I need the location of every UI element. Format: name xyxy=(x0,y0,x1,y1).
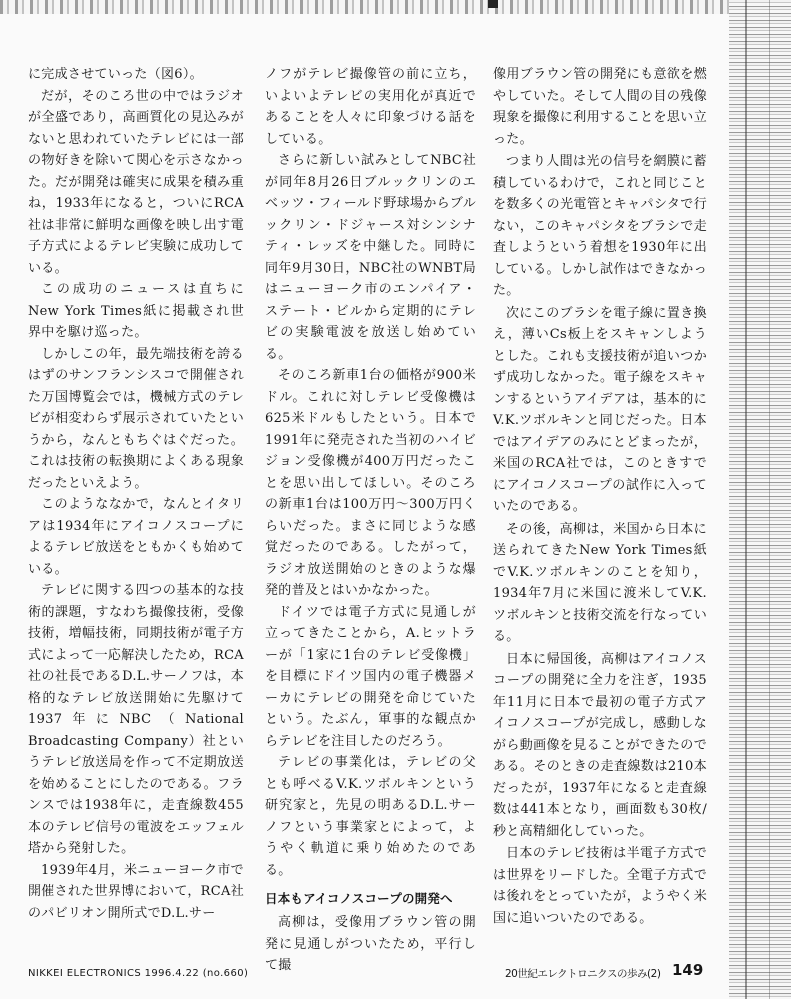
paragraph: 像用ブラウン管の開発にも意欲を燃やしていた。そして人間の目の残像現象を撮像に利用することを思い立った。 xyxy=(493,67,707,147)
paragraph: そのころ新車1台の価格が900米ドル。これに対しテレビ受像機は625米ドルもしたという。日本で1991年に発売された当初のハイビジョン受像機が400万円だったことを思い出してほしい。そのころの新車1台は100万円〜300万円くらいだった。まさに同じような感覚だったのである。したがって，ラジオ放送開始のときのような爆発的普及とはいかなかった。 xyxy=(265,368,476,598)
paragraph: つまり人間は光の信号を網膜に蓄積しているわけで，これと同じことを数多くの光電管とキャパシタで行ない，このキャパシタをブラシで走査しようという着想を1930年に出している。しかし試作はできなかった。 xyxy=(493,154,707,298)
article-column-2 xyxy=(265,64,476,977)
paragraph: この成功のニュースは直ちにNew York Times紙に掲載され世界中を駆け巡った。 xyxy=(28,282,244,340)
paragraph: しかしこの年，最先端技術を誇るはずのサンフランシスコで開催された万国博覧会では，機械方式のテレビが相変わらず展示されていたというから，なんともちぐはぐだった。これは技術の転換期によくある現象だったといえよう。 xyxy=(28,346,244,491)
scan-binding-edge xyxy=(729,0,791,999)
paragraph: だが，そのころ世の中ではラジオが全盛であり，高画質化の見込みがないと思われていたテレビには一部の物好きを除いて関心を示さなかった。だが開発は確実に成果を積み重ね，1933年になると，ついにRCA社は非常に鮮明な画像を映し出す電子方式によるテレビ実験に成功している。 xyxy=(28,88,244,276)
paragraph: ノフがテレビ撮像管の前に立ち，いよいよテレビの実用化が真近であることを人々に印象づける話をしている。 xyxy=(265,67,476,147)
paragraph: に完成させていった（図6）。 xyxy=(28,67,203,82)
scan-top-edge xyxy=(0,0,791,14)
article-column-1 xyxy=(28,64,244,924)
paragraph: 1939年4月，米ニューヨーク市で開催された世界博において，RCA社のパビリオン開所式でD.L.サー xyxy=(28,862,244,921)
scan-top-mark xyxy=(488,0,498,8)
series-footer: 20世紀エレクトロニクスの歩み(2) xyxy=(505,968,661,980)
paragraph: ドイツでは電子方式に見通しが立ってきたことから，A.ヒットラーが「1家に1台のテレビ受像機」を目標にドイツ国内の電子機器メーカにテレビの開発を命じていたという。たぶん，軍事的な観点からテレビを注目したのだろう。 xyxy=(265,604,476,749)
paragraph: 日本のテレビ技術は半電子方式では世界をリードした。全電子方式では後れをとっていたが，ようやく米国に追いついたのである。 xyxy=(493,846,707,926)
paragraph: 次にこのブラシを電子線に置き換え，薄いCs板上をスキャンしようとした。これも支援技術が追いつかず成功しなかった。電子線をスキャンするというアイデアは，基本的にV.K.ツボルキンと同じだった。日本ではアイデアのみにとどまったが，米国のRCA社では，このときすでにアイコノスコープの試作に入っていたのである。 xyxy=(493,305,707,514)
paragraph: その後，高柳は，米国から日本に送られてきたNew York Times紙でV.K.ツボルキンのことを知り，1934年7月に米国に渡米してV.K.ツボルキンと技術交流を行なっている。 xyxy=(493,521,707,644)
paragraph: さらに新しい試みとしてNBC社が同年8月26日ブルックリンのエベッツ・フィールド野球場からブルックリン・ドジャース対シンシナティ・レッズを中継した。同時に同年9月30日，NBC社のWNBT局はニューヨーク市のエンパイア・ステート・ビルから定期的にテレビの実験電波を放送し始めている。 xyxy=(265,153,476,362)
paragraph: 高柳は，受像用ブラウン管の開発に見通しがついたため，平行して撮 xyxy=(265,915,476,973)
article-column-3 xyxy=(493,64,707,929)
page-number: 149 xyxy=(672,961,704,979)
paragraph: テレビに関する四つの基本的な技術的課題，すなわち撮像技術，受像技術，増幅技術，同期技術が電子方式によって一応解決したため，RCA社の社長であるD.L.サーノフは，本格的なテレビ放送開始に先駆けて1937年にNBC（National Broadcasting Company）社というテレビ放送局を作って不定期放送を始めることにしたのである。フランスでは1938年に，走査線数455本のテレビ信号の電波をエッフェル塔から発射した。 xyxy=(28,583,244,856)
paragraph: このようななかで，なんとイタリアは1934年にアイコノスコープによるテレビ放送をともかくも始めている。 xyxy=(28,497,244,577)
magazine-footer: NIKKEI ELECTRONICS 1996.4.22 (no.660) xyxy=(28,968,249,979)
paragraph: テレビの事業化は，テレビの父とも呼べるV.K.ツボルキンという研究家と，先見の明あるD.L.サーノフという事業家とによって，ようやく軌道に乗り始めたのである。 xyxy=(265,755,476,878)
paragraph: 日本に帰国後，高柳はアイコノスコープの開発に全力を注ぎ，1935年11月に日本で最初の電子方式アイコノスコープが完成し，感動しながら動画像を見ることができたのである。そのときの走査線数は210本だったが，1937年になると走査線数は441本となり，画面数も30枚/秒と高精細化していった。 xyxy=(493,651,707,839)
section-heading: 日本もアイコノスコープの開発へ xyxy=(265,891,453,906)
